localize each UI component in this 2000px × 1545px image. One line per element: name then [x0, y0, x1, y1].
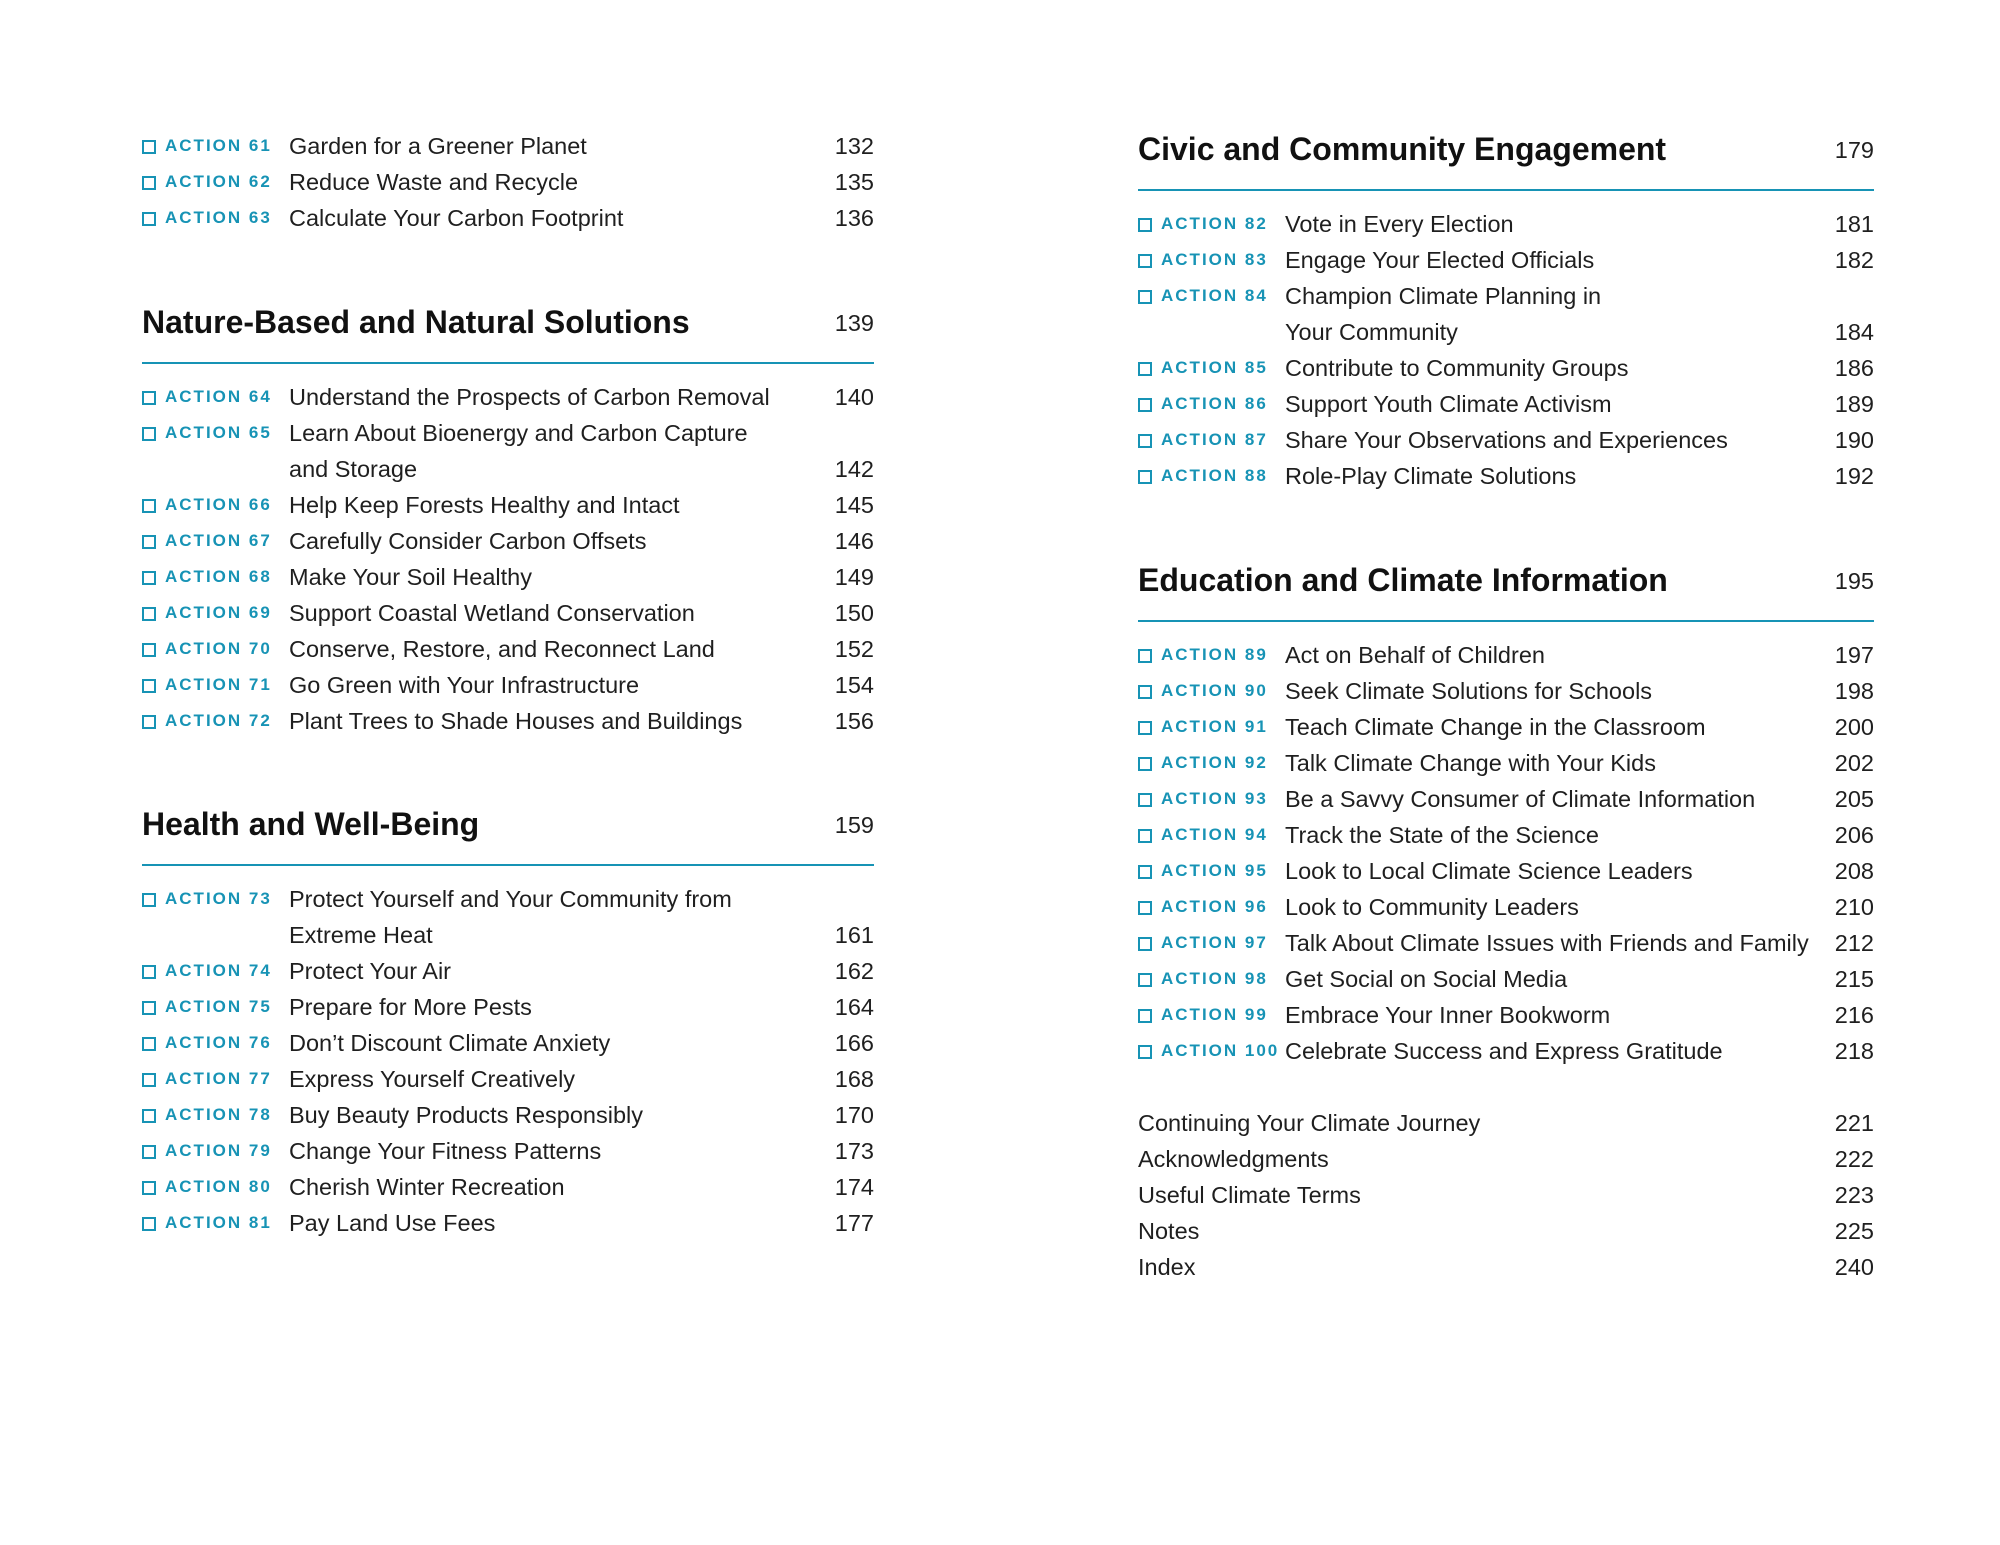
toc-entry[interactable]	[142, 1137, 874, 1173]
checkbox-icon[interactable]	[1138, 973, 1152, 987]
action-label: ACTION 79	[165, 1141, 272, 1160]
page-number: 206	[1834, 822, 1874, 848]
page-number: 152	[834, 636, 874, 662]
toc-entry[interactable]	[142, 1209, 874, 1245]
page-number: 140	[834, 384, 874, 410]
toc-entry[interactable]	[142, 527, 874, 563]
checkbox-icon[interactable]	[142, 535, 156, 549]
entry-title: Look to Community Leaders	[1285, 894, 1579, 920]
page-number: 145	[834, 492, 874, 518]
entry-title: Get Social on Social Media	[1285, 966, 1568, 992]
action-label: ACTION 91	[1161, 717, 1268, 736]
action-label: ACTION 66	[165, 495, 272, 514]
action-label: ACTION 87	[1161, 430, 1268, 449]
page-number: 212	[1834, 930, 1874, 956]
toc-entry[interactable]	[142, 563, 874, 599]
entry-title-continuation: and Storage	[289, 456, 418, 482]
page-number: 164	[834, 994, 874, 1020]
toc-entry[interactable]	[142, 1101, 874, 1137]
page-number: 200	[1834, 714, 1874, 740]
toc-entry[interactable]	[142, 491, 874, 527]
checkbox-icon[interactable]	[142, 1001, 156, 1015]
toc-entry[interactable]	[142, 132, 874, 168]
entry-title: Seek Climate Solutions for Schools	[1285, 678, 1653, 704]
page-number: 205	[1834, 786, 1874, 812]
page-number: 149	[834, 564, 874, 590]
entry-title: Go Green with Your Infrastructure	[289, 672, 640, 698]
toc-entry[interactable]	[142, 204, 874, 240]
checkbox-icon[interactable]	[1138, 434, 1152, 448]
checkbox-icon[interactable]	[142, 1037, 156, 1051]
page-number: 210	[1834, 894, 1874, 920]
entry-title-continuation: Extreme Heat	[289, 922, 433, 948]
entry-title-continuation: Your Community	[1285, 319, 1458, 345]
toc-entry[interactable]	[142, 383, 874, 419]
section-title: Civic and Community Engagement	[1138, 131, 1667, 167]
page-number: 184	[1834, 319, 1874, 345]
toc-entry[interactable]	[142, 671, 874, 707]
action-label: ACTION 85	[1161, 358, 1268, 377]
checkbox-icon[interactable]	[142, 607, 156, 621]
entry-title: Embrace Your Inner Bookworm	[1285, 1002, 1611, 1028]
entry-title: Celebrate Success and Express Gratitude	[1285, 1038, 1723, 1064]
action-label: ACTION 98	[1161, 969, 1268, 988]
page-number: 186	[1834, 355, 1874, 381]
checkbox-icon[interactable]	[1138, 398, 1152, 412]
checkbox-icon[interactable]	[1138, 937, 1152, 951]
toc-entry[interactable]	[142, 1029, 874, 1065]
page-number: 223	[1834, 1182, 1874, 1208]
toc-entry[interactable]	[1138, 390, 1874, 426]
section-divider	[142, 864, 874, 866]
page-number: 195	[1834, 568, 1874, 594]
action-label: ACTION 83	[1161, 250, 1268, 269]
page-number: 159	[834, 812, 874, 838]
checkbox-icon[interactable]	[1138, 1045, 1152, 1059]
checkbox-icon[interactable]	[1138, 865, 1152, 879]
entry-title: Role-Play Climate Solutions	[1285, 463, 1577, 489]
entry-title: Notes	[1138, 1218, 1200, 1244]
entry-title: Carefully Consider Carbon Offsets	[289, 528, 647, 554]
action-label: ACTION 75	[165, 997, 272, 1016]
entry-title: Understand the Prospects of Carbon Removal	[289, 384, 770, 410]
page-number: 215	[1834, 966, 1874, 992]
checkbox-icon[interactable]	[1138, 1009, 1152, 1023]
section-title: Health and Well-Being	[142, 806, 480, 842]
entry-title: Pay Land Use Fees	[289, 1210, 496, 1236]
entry-title: Contribute to Community Groups	[1285, 355, 1629, 381]
action-label: ACTION 86	[1161, 394, 1268, 413]
checkbox-icon[interactable]	[142, 140, 156, 154]
page-number: 192	[1834, 463, 1874, 489]
checkbox-icon[interactable]	[1138, 470, 1152, 484]
action-label: ACTION 63	[165, 208, 272, 227]
toc-entry[interactable]	[1138, 210, 1874, 246]
entry-title: Help Keep Forests Healthy and Intact	[289, 492, 680, 518]
toc-entry[interactable]	[1138, 677, 1874, 713]
page-number: 142	[834, 456, 874, 482]
toc-entry[interactable]	[142, 885, 874, 957]
entry-title: Act on Behalf of Children	[1285, 642, 1545, 668]
back-matter-entry[interactable]	[1138, 1181, 1874, 1217]
entry-title: Be a Savvy Consumer of Climate Information	[1285, 786, 1756, 812]
action-label: ACTION 64	[165, 387, 272, 406]
action-label: ACTION 71	[165, 675, 272, 694]
action-label: ACTION 93	[1161, 789, 1268, 808]
checkbox-icon[interactable]	[1138, 290, 1152, 304]
checkbox-icon[interactable]	[142, 571, 156, 585]
toc-entry[interactable]	[142, 993, 874, 1029]
entry-title: Plant Trees to Shade Houses and Buildings	[289, 708, 743, 734]
action-label: ACTION 89	[1161, 645, 1268, 664]
entry-title: Conserve, Restore, and Reconnect Land	[289, 636, 715, 662]
checkbox-icon[interactable]	[1138, 829, 1152, 843]
action-label: ACTION 74	[165, 961, 272, 980]
action-label: ACTION 67	[165, 531, 272, 550]
page-number: 177	[834, 1210, 874, 1236]
entry-title: Learn About Bioenergy and Carbon Capture	[289, 420, 748, 446]
toc-entry[interactable]	[142, 707, 874, 743]
page-number: 181	[1834, 211, 1874, 237]
toc-entry[interactable]	[1138, 857, 1874, 893]
action-label: ACTION 73	[165, 889, 272, 908]
action-label: ACTION 80	[165, 1177, 272, 1196]
page-number: 174	[834, 1174, 874, 1200]
back-matter-entry[interactable]	[1138, 1145, 1874, 1181]
action-label: ACTION 68	[165, 567, 272, 586]
section-divider	[1138, 189, 1874, 191]
entry-title: Make Your Soil Healthy	[289, 564, 532, 590]
action-label: ACTION 88	[1161, 466, 1268, 485]
page-number: 156	[834, 708, 874, 734]
toc-entry[interactable]	[142, 599, 874, 635]
page-number: 198	[1834, 678, 1874, 704]
action-label: ACTION 82	[1161, 214, 1268, 233]
entry-title: Useful Climate Terms	[1138, 1182, 1361, 1208]
checkbox-icon[interactable]	[142, 391, 156, 405]
action-label: ACTION 99	[1161, 1005, 1268, 1024]
section-title: Education and Climate Information	[1138, 562, 1668, 598]
action-label: ACTION 100	[1161, 1041, 1280, 1060]
checkbox-icon[interactable]	[142, 427, 156, 441]
entry-title: Support Coastal Wetland Conservation	[289, 600, 695, 626]
toc-entry[interactable]	[1138, 749, 1874, 785]
entry-title: Track the State of the Science	[1285, 822, 1599, 848]
page-number: 202	[1834, 750, 1874, 776]
entry-title: Prepare for More Pests	[289, 994, 532, 1020]
checkbox-icon[interactable]	[142, 176, 156, 190]
checkbox-icon[interactable]	[142, 1073, 156, 1087]
page-number: 189	[1834, 391, 1874, 417]
toc-entry[interactable]	[1138, 965, 1874, 1001]
page-number: 132	[834, 133, 874, 159]
entry-title: Talk Climate Change with Your Kids	[1285, 750, 1656, 776]
entry-title: Look to Local Climate Science Leaders	[1285, 858, 1693, 884]
page-number: 208	[1834, 858, 1874, 884]
toc-entry[interactable]	[142, 1173, 874, 1209]
toc-entry[interactable]	[1138, 1037, 1874, 1073]
checkbox-icon[interactable]	[142, 1181, 156, 1195]
page-number: 182	[1834, 247, 1874, 273]
toc-entry[interactable]	[1138, 246, 1874, 282]
toc-entry[interactable]	[1138, 929, 1874, 965]
entry-title: Buy Beauty Products Responsibly	[289, 1102, 643, 1128]
entry-title: Champion Climate Planning in	[1285, 283, 1602, 309]
entry-title: Protect Your Air	[289, 958, 451, 984]
entry-title: Share Your Observations and Experiences	[1285, 427, 1728, 453]
checkbox-icon[interactable]	[1138, 362, 1152, 376]
page-number: 161	[834, 922, 874, 948]
action-label: ACTION 61	[165, 136, 272, 155]
page-number: 154	[834, 672, 874, 698]
checkbox-icon[interactable]	[1138, 901, 1152, 915]
section-divider	[142, 362, 874, 364]
page-number: 170	[834, 1102, 874, 1128]
action-label: ACTION 65	[165, 423, 272, 442]
action-label: ACTION 69	[165, 603, 272, 622]
page-number: 222	[1834, 1146, 1874, 1172]
checkbox-icon[interactable]	[142, 499, 156, 513]
action-label: ACTION 97	[1161, 933, 1268, 952]
action-label: ACTION 62	[165, 172, 272, 191]
checkbox-icon[interactable]	[142, 965, 156, 979]
action-label: ACTION 78	[165, 1105, 272, 1124]
entry-title: Express Yourself Creatively	[289, 1066, 576, 1092]
action-label: ACTION 90	[1161, 681, 1268, 700]
entry-title: Reduce Waste and Recycle	[289, 169, 579, 195]
checkbox-icon[interactable]	[142, 643, 156, 657]
entry-title: Vote in Every Election	[1285, 211, 1514, 237]
entry-title: Teach Climate Change in the Classroom	[1285, 714, 1706, 740]
toc-entry[interactable]	[142, 168, 874, 204]
toc-entry[interactable]	[142, 957, 874, 993]
back-matter-entry[interactable]	[1138, 1217, 1874, 1253]
checkbox-icon[interactable]	[1138, 793, 1152, 807]
entry-title: Acknowledgments	[1138, 1146, 1329, 1172]
page-number: 166	[834, 1030, 874, 1056]
entry-title: Index	[1138, 1254, 1196, 1280]
checkbox-icon[interactable]	[1138, 721, 1152, 735]
checkbox-icon[interactable]	[142, 715, 156, 729]
toc-entry[interactable]	[1138, 1001, 1874, 1037]
page-number: 146	[834, 528, 874, 554]
entry-title: Don’t Discount Climate Anxiety	[289, 1030, 611, 1056]
checkbox-icon[interactable]	[142, 212, 156, 226]
page-number: 179	[1834, 137, 1874, 163]
page-number: 190	[1834, 427, 1874, 453]
toc-entry[interactable]	[1138, 893, 1874, 929]
page-number: 197	[1834, 642, 1874, 668]
checkbox-icon[interactable]	[142, 893, 156, 907]
toc-entry[interactable]	[1138, 354, 1874, 390]
entry-title: Engage Your Elected Officials	[1285, 247, 1595, 273]
entry-title: Calculate Your Carbon Footprint	[289, 205, 624, 231]
entry-title: Continuing Your Climate Journey	[1138, 1110, 1481, 1136]
toc-entry[interactable]	[142, 1065, 874, 1101]
page-number: 221	[1834, 1110, 1874, 1136]
page-number: 150	[834, 600, 874, 626]
page-number: 168	[834, 1066, 874, 1092]
toc-entry[interactable]	[1138, 641, 1874, 677]
checkbox-icon[interactable]	[1138, 757, 1152, 771]
checkbox-icon[interactable]	[1138, 254, 1152, 268]
page-number: 173	[834, 1138, 874, 1164]
checkbox-icon[interactable]	[1138, 649, 1152, 663]
checkbox-icon[interactable]	[142, 1217, 156, 1231]
entry-title: Talk About Climate Issues with Friends and Family	[1285, 930, 1809, 956]
section-title: Nature-Based and Natural Solutions	[142, 304, 690, 340]
checkbox-icon[interactable]	[1138, 685, 1152, 699]
checkbox-icon[interactable]	[142, 679, 156, 693]
entry-title: Change Your Fitness Patterns	[289, 1138, 602, 1164]
action-label: ACTION 92	[1161, 753, 1268, 772]
back-matter-entry[interactable]	[1138, 1253, 1874, 1289]
toc-entry[interactable]	[1138, 282, 1874, 354]
toc-entry[interactable]	[1138, 785, 1874, 821]
checkbox-icon[interactable]	[142, 1145, 156, 1159]
toc-entry[interactable]	[1138, 426, 1874, 462]
toc-entry[interactable]	[142, 419, 874, 491]
toc-entry[interactable]	[1138, 713, 1874, 749]
entry-title: Garden for a Greener Planet	[289, 133, 587, 159]
page-number: 135	[834, 169, 874, 195]
action-label: ACTION 95	[1161, 861, 1268, 880]
page-number: 139	[834, 310, 874, 336]
page-number: 136	[834, 205, 874, 231]
action-label: ACTION 76	[165, 1033, 272, 1052]
action-label: ACTION 72	[165, 711, 272, 730]
action-label: ACTION 81	[165, 1213, 272, 1232]
entry-title: Cherish Winter Recreation	[289, 1174, 565, 1200]
action-label: ACTION 77	[165, 1069, 272, 1088]
back-matter-entry[interactable]	[1138, 1109, 1874, 1145]
action-label: ACTION 84	[1161, 286, 1268, 305]
entry-title: Protect Yourself and Your Community from	[289, 886, 732, 912]
checkbox-icon[interactable]	[142, 1109, 156, 1123]
page-number: 218	[1834, 1038, 1874, 1064]
action-label: ACTION 70	[165, 639, 272, 658]
toc-entry[interactable]	[1138, 821, 1874, 857]
page-number: 240	[1834, 1254, 1874, 1280]
entry-title: Support Youth Climate Activism	[1285, 391, 1612, 417]
toc-entry[interactable]	[142, 635, 874, 671]
action-label: ACTION 96	[1161, 897, 1268, 916]
section-divider	[1138, 620, 1874, 622]
action-label: ACTION 94	[1161, 825, 1268, 844]
page-number: 225	[1834, 1218, 1874, 1244]
toc-entry[interactable]	[1138, 462, 1874, 498]
page-number: 162	[834, 958, 874, 984]
checkbox-icon[interactable]	[1138, 218, 1152, 232]
page-number: 216	[1834, 1002, 1874, 1028]
